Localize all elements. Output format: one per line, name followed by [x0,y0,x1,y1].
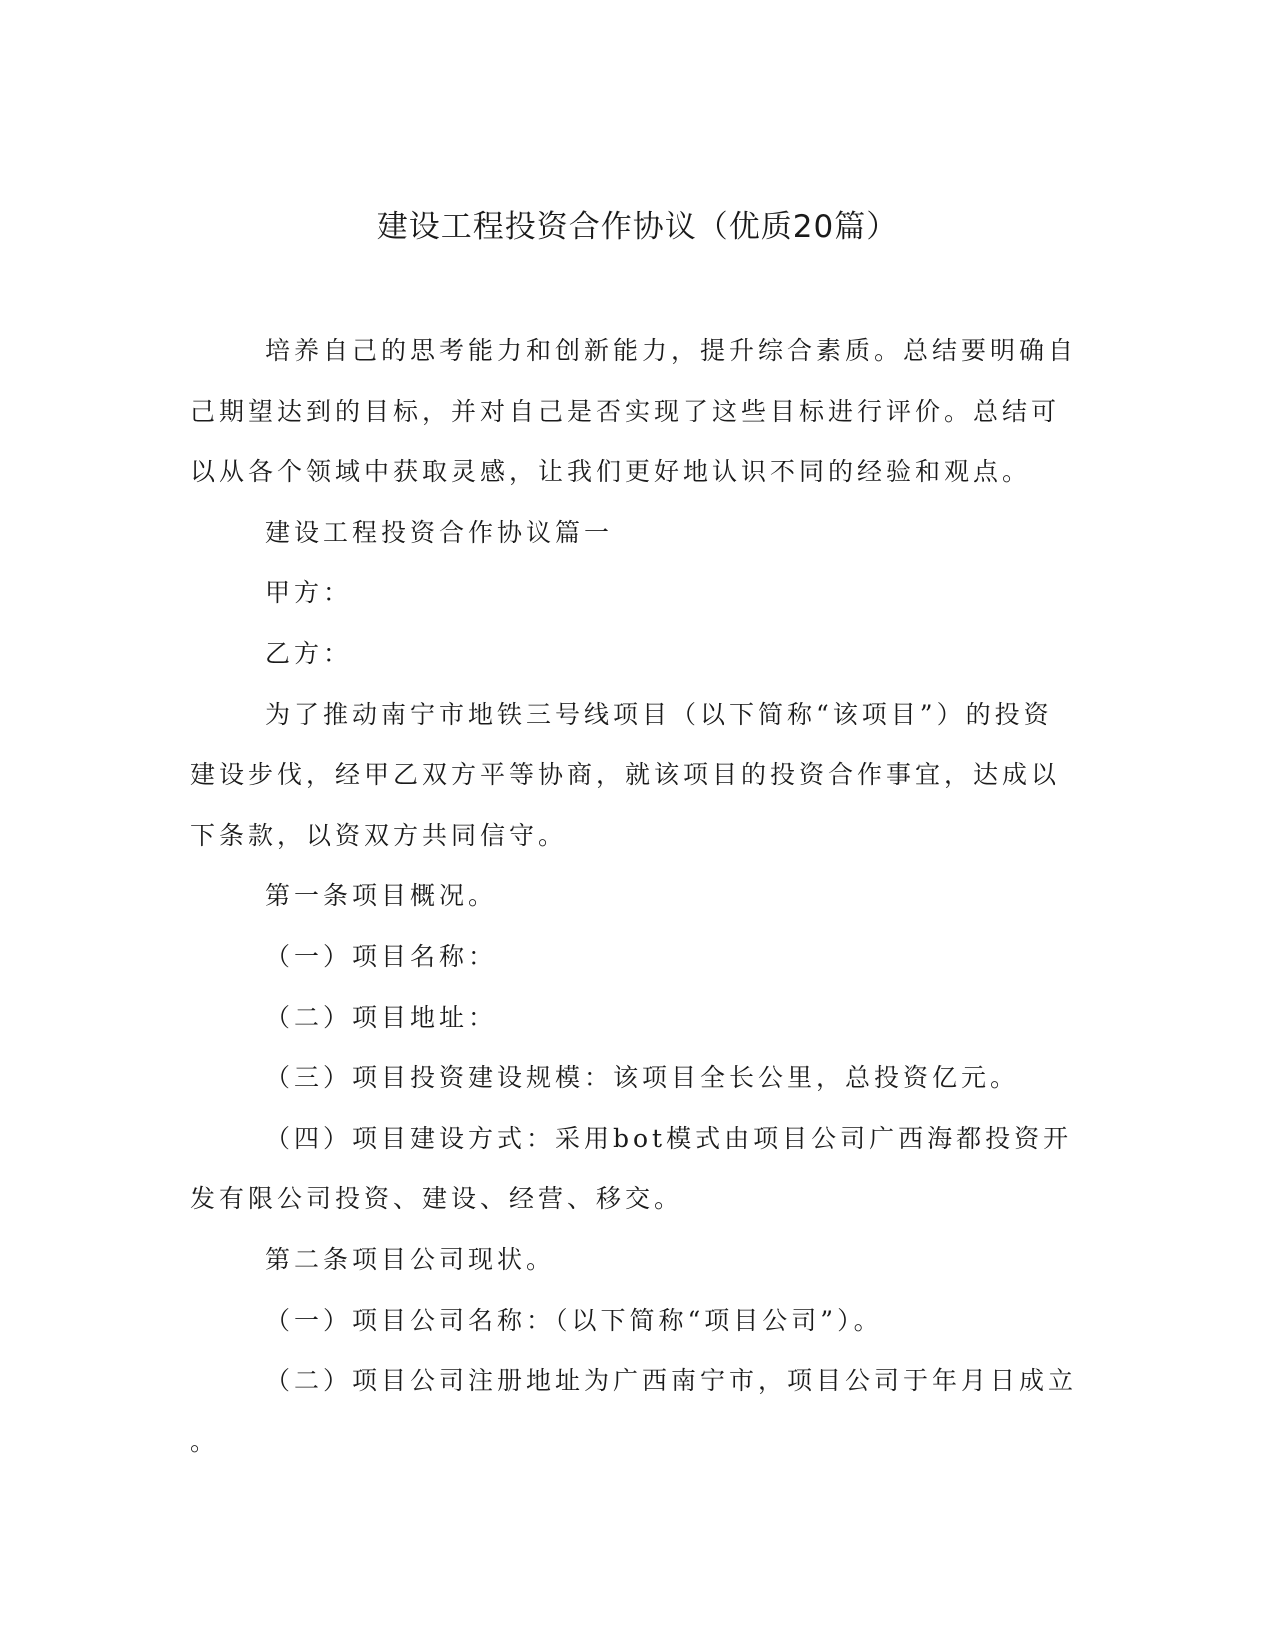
article-1-heading: 第一条项目概况。 [265,881,498,911]
article-1-item-4: （四）项目建设方式：采用bot模式由项目公司广西海都投资开发有限公司投资、建设、经营、移交。 [190,1123,1073,1214]
article-1-item-3: （三）项目投资建设规模：该项目全长公里，总投资亿元。 [265,1063,1020,1093]
document-title: 建设工程投资合作协议（优质20篇） [376,209,899,245]
party-a: 甲方： [265,578,353,608]
article-2-item-2-continuation: 。 [190,1426,220,1456]
article-2-heading: 第二条项目公司现状。 [265,1244,556,1274]
document-body [190,321,1080,1472]
article-1-item-1: （一）项目名称： [265,941,498,971]
paragraph-preamble: 为了推动南宁市地铁三号线项目（以下简称“该项目”）的投资建设步伐，经甲乙双方平等协商，就该项目的投资合作事宜，达成以下条款，以资双方共同信守。 [190,699,1061,850]
article-2-item-2: （二）项目公司注册地址为广西南宁市，项目公司于年月日成立 [265,1366,1078,1396]
paragraph-intro: 培养自己的思考能力和创新能力，提升综合素质。总结要明确自己期望达到的目标，并对自己是否实现了这些目标进行评价。总结可以从各个领域中获取灵感，让我们更好地认识不同的经验和观点。 [190,336,1078,487]
article-2-item-1: （一）项目公司名称：（以下简称“项目公司”）。 [265,1305,883,1335]
section-heading: 建设工程投资合作协议篇一 [265,517,614,547]
article-1-item-2: （二）项目地址： [265,1002,498,1032]
party-b: 乙方： [265,638,353,668]
